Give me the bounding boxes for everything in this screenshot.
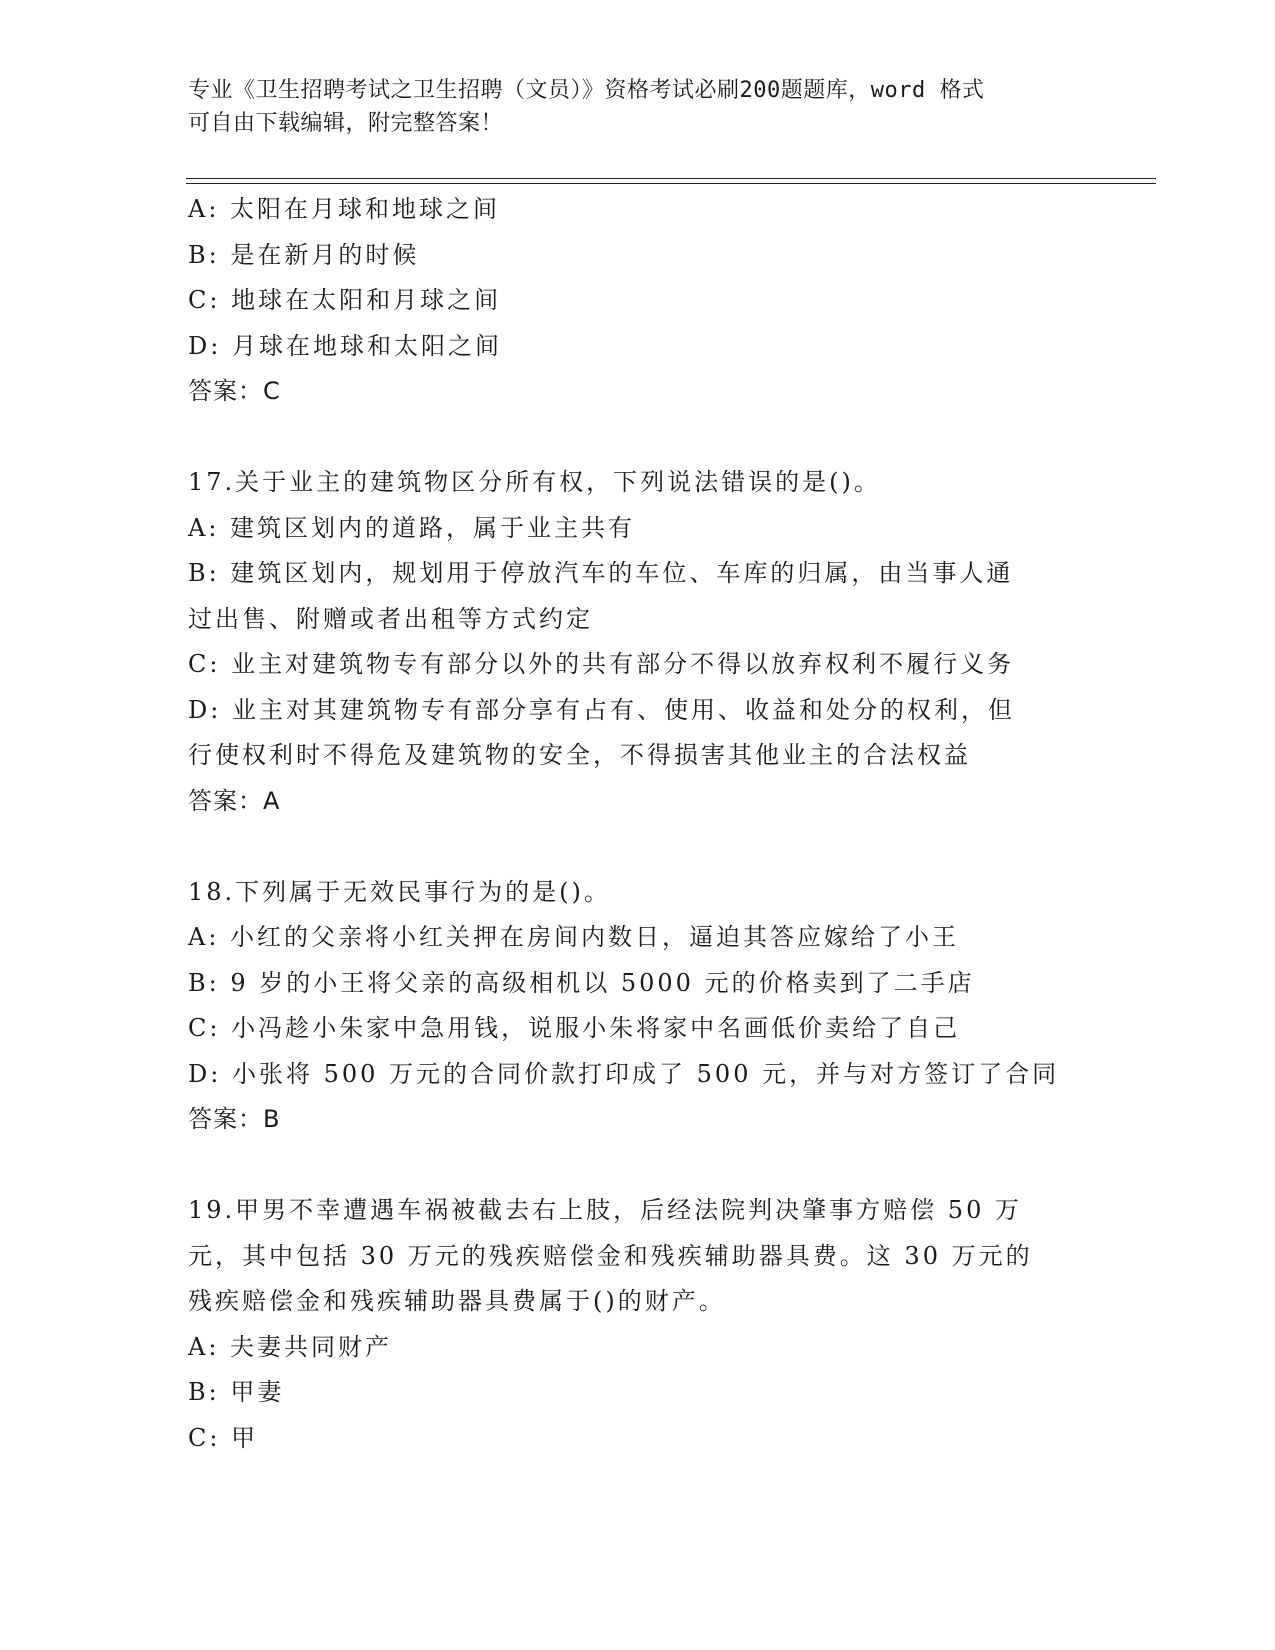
option-a: A: 夫妻共同财产 [188, 1332, 393, 1361]
option-d-continued: 行使权利时不得危及建筑物的安全，不得损害其他业主的合法权益 [188, 741, 971, 769]
question-text-line-1: 19.甲男不幸遭遇车祸被截去右上肢，后经法院判决肇事方赔偿 50 万 [188, 1196, 1022, 1224]
spacer [188, 824, 1078, 870]
question-list [188, 187, 1078, 1461]
question-text-line-2: 元，其中包括 30 万元的残疾赔偿金和残疾辅助器具费。这 30 万元的 [188, 1241, 1033, 1270]
header-divider-bottom [186, 183, 1156, 184]
question-text: 18.下列属于无效民事行为的是()。 [188, 877, 611, 906]
option-c: C: 业主对建筑物专有部分以外的共有部分不得以放弃权利不履行义务 [188, 650, 1015, 678]
document-header [188, 74, 1068, 140]
option-d: D: 小张将 500 万元的合同价款打印成了 500 元，并与对方签订了合同 [188, 1059, 1060, 1088]
option-b: B: 甲妻 [188, 1378, 285, 1406]
question-text: 17.关于业主的建筑物区分所有权，下列说法错误的是()。 [188, 468, 881, 496]
option-d: D: 业主对其建筑物专有部分享有占有、使用、收益和处分的权利，但 [188, 695, 1015, 724]
question-19-block [188, 1188, 1078, 1461]
option-a: A: 建筑区划内的道路，属于业主共有 [188, 513, 636, 542]
option-b-continued: 过出售、附赠或者出租等方式约定 [188, 604, 593, 633]
option-a: A: 太阳在月球和地球之间 [188, 195, 501, 223]
option-d: D: 月球在地球和太阳之间 [188, 331, 502, 360]
question-17-block [188, 460, 1078, 824]
option-b: B: 是在新月的时候 [188, 240, 420, 269]
header-divider-top [186, 178, 1156, 179]
spacer [188, 1143, 1078, 1189]
answer: 答案：B [188, 1105, 281, 1133]
question-16-block [188, 187, 1078, 415]
question-text-line-3: 残疾赔偿金和残疾辅助器具费属于()的财产。 [188, 1287, 726, 1315]
option-b: B: 建筑区划内，规划用于停放汽车的车位、车库的归属，由当事人通 [188, 559, 1014, 587]
answer: 答案：C [188, 377, 281, 405]
question-18-block [188, 870, 1078, 1143]
option-a: A: 小红的父亲将小红关押在房间内数日，逼迫其答应嫁给了小王 [188, 923, 960, 951]
header-title-line-1: 专业《卫生招聘考试之卫生招聘（文员）》资格考试必刷200题题库，word 格式 [188, 78, 985, 103]
option-c: C: 小冯趁小朱家中急用钱，说服小朱将家中名画低价卖给了自己 [188, 1014, 961, 1042]
option-c: C: 甲 [188, 1423, 259, 1452]
header-title-line-2: 可自由下载编辑，附完整答案！ [188, 111, 504, 136]
spacer [188, 415, 1078, 461]
option-c: C: 地球在太阳和月球之间 [188, 286, 502, 314]
answer: 答案：A [188, 786, 281, 815]
option-b: B: 9 岁的小王将父亲的高级相机以 5000 元的价格卖到了二手店 [188, 968, 975, 997]
